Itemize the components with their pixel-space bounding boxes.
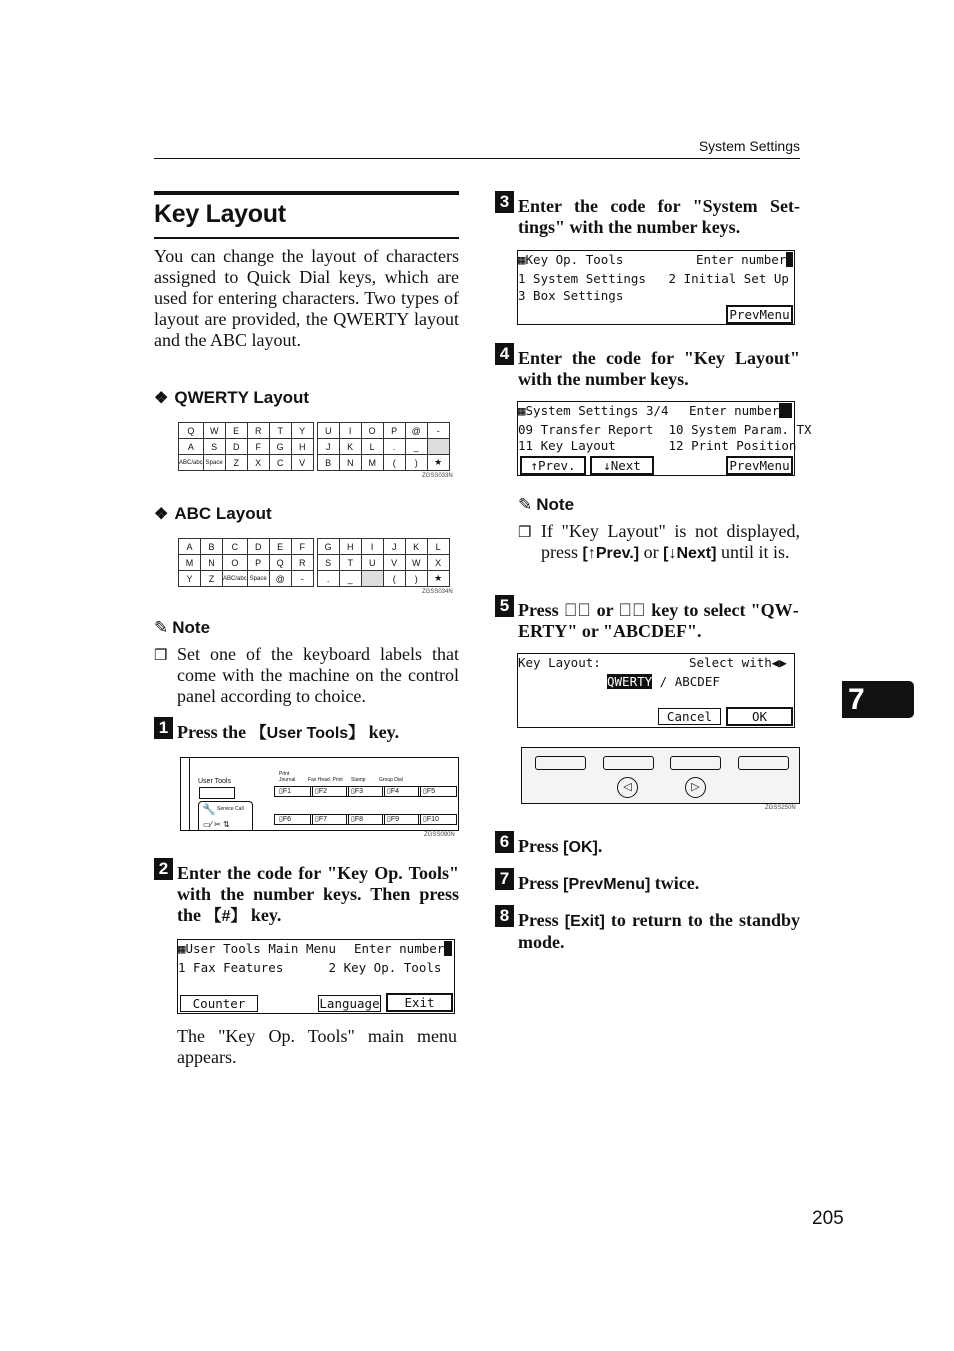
lcd-display-main-menu xyxy=(177,939,455,1014)
right-arrow-icon: ▶ xyxy=(779,655,787,670)
keyboard-key: ★ xyxy=(427,455,449,471)
step-number: 2 xyxy=(154,858,173,880)
user-tools-label: User Tools xyxy=(198,778,231,785)
keyboard-key: X xyxy=(427,555,449,571)
keyboard-key: M xyxy=(361,455,383,471)
lcd-title: User Tools Main Menu xyxy=(185,941,337,956)
lcd-title: System Settings 3/4 xyxy=(525,403,669,418)
keyboard-key: ) xyxy=(405,455,427,471)
language-button[interactable]: Language xyxy=(319,996,380,1011)
keyboard-key: @ xyxy=(405,423,427,439)
keyboard-key: U xyxy=(361,555,383,571)
step-text-part: or xyxy=(591,600,619,620)
keyboard-key: V xyxy=(291,455,313,471)
keyboard-key: K xyxy=(405,539,427,555)
lcd-cursor xyxy=(444,941,452,956)
step-text-part: Press xyxy=(518,910,565,930)
lcd-line: 1 System Settings 2 Initial Set Up xyxy=(518,271,789,286)
step-text-part: key. xyxy=(246,905,282,925)
user-tools-key[interactable] xyxy=(199,787,235,799)
lcd-prompt-text: Select with xyxy=(689,655,772,670)
title-bar xyxy=(154,191,459,195)
function-key[interactable] xyxy=(670,756,721,770)
note-heading xyxy=(518,495,574,515)
function-key-f8[interactable]: ▯F8 xyxy=(346,814,385,825)
keyboard-row xyxy=(179,439,450,455)
keyboard-key: E xyxy=(225,423,247,439)
step-number: 7 xyxy=(495,868,514,890)
step-text-part: Press xyxy=(518,836,564,856)
figure-id: ZGSS033N xyxy=(422,473,453,479)
prev-key-label: [↑Prev.] xyxy=(582,545,640,562)
keyboard-key: P xyxy=(383,423,405,439)
qwerty-keyboard-table xyxy=(178,422,450,471)
right-arrow-key-icon[interactable]: ▷ xyxy=(685,777,706,798)
function-key-f7[interactable]: ▯F7 xyxy=(310,814,349,825)
figure-id: ZGSS090N xyxy=(424,832,455,838)
lcd-display-key-op-tools xyxy=(517,250,795,325)
lcd-line xyxy=(518,252,623,267)
lcd-prompt xyxy=(689,655,787,670)
note-text-part: If "Key Layout" is not displayed, press xyxy=(541,521,800,562)
keyboard-key: V xyxy=(383,555,405,571)
step-2-result: The "Key Op. Tools" main menu appears. xyxy=(177,1026,457,1067)
prev-menu-button[interactable]: PrevMenu xyxy=(726,305,793,324)
note-label: Note xyxy=(536,495,575,514)
keyboard-key: F xyxy=(291,539,313,555)
keyboard-key: ( xyxy=(383,571,405,587)
keyboard-key: I xyxy=(339,423,361,439)
hash-key-label: 【#】 xyxy=(205,908,247,925)
lcd-line xyxy=(518,403,669,418)
keyboard-row xyxy=(179,455,450,471)
note-label: Note xyxy=(172,618,211,637)
user-tools-key-label: 【User Tools】 xyxy=(250,725,365,742)
keyboard-key: O xyxy=(223,555,248,571)
keyboard-key: B xyxy=(317,455,339,471)
step-number: 5 xyxy=(495,595,514,617)
cancel-button[interactable]: Cancel xyxy=(658,708,721,725)
keyboard-key: U xyxy=(317,423,339,439)
function-key[interactable] xyxy=(738,756,789,770)
function-key-f6[interactable]: ▯F6 xyxy=(274,814,313,825)
keyboard-key: O xyxy=(361,423,383,439)
keyboard-key: M xyxy=(179,555,201,571)
pencil-icon: ✎ xyxy=(154,618,169,637)
keyboard-key: G xyxy=(317,539,339,555)
lcd-options xyxy=(607,674,720,689)
lcd-display-system-settings xyxy=(517,401,812,476)
step-5-text xyxy=(518,600,800,642)
step-text-part: key. xyxy=(364,722,400,742)
checkbox-icon: ❒ xyxy=(518,525,532,541)
abcdef-option[interactable]: ABCDEF xyxy=(674,674,720,689)
group-dial-label: Group Dial xyxy=(379,777,403,783)
keyboard-key: . xyxy=(317,571,339,587)
keyboard-key: E xyxy=(269,539,291,555)
step-text-part: Enter the code for "Key Op. Tools" with the number keys. Then press the xyxy=(177,863,459,925)
qwerty-heading xyxy=(154,388,309,408)
lcd-prompt: Enter number xyxy=(689,403,780,418)
keyboard-key: X xyxy=(247,455,269,471)
next-button[interactable]: ↓Next xyxy=(590,456,654,475)
note-text: Set one of the keyboard labels that come with the machine on the control panel according to choice. xyxy=(177,644,459,706)
counter-button[interactable]: Counter xyxy=(180,995,258,1012)
function-key[interactable] xyxy=(603,756,654,770)
step-number: 1 xyxy=(154,717,173,739)
abc-heading xyxy=(154,504,272,524)
keyboard-key: Q xyxy=(179,423,204,439)
status-icons: ▭⁄ ✂ ⇅ xyxy=(203,820,230,829)
left-arrow-key-icon: ◁⃝ xyxy=(563,600,592,620)
keyboard-key: C xyxy=(269,455,291,471)
step-text-part: Press the xyxy=(177,722,251,742)
step-text-part: Press xyxy=(518,600,564,620)
keyboard-key: S xyxy=(317,555,339,571)
keyboard-key: S xyxy=(203,439,225,455)
keyboard-key: D xyxy=(247,539,269,555)
ok-button[interactable]: OK xyxy=(726,707,793,726)
panel-edge xyxy=(186,758,190,830)
keyboard-key: H xyxy=(291,439,313,455)
keyboard-row xyxy=(179,423,450,439)
prev-menu-button[interactable]: PrevMenu xyxy=(726,456,793,475)
menu-icon: ▦ xyxy=(178,941,186,956)
keyboard-key: B xyxy=(201,539,223,555)
running-header: System Settings xyxy=(698,138,800,154)
stamp-label: Stamp xyxy=(351,777,366,783)
lcd-line: 11 Key Layout 12 Print Position xyxy=(518,438,797,453)
pencil-icon: ✎ xyxy=(518,495,533,514)
keyboard-key: J xyxy=(383,539,405,555)
step-number: 6 xyxy=(495,831,514,853)
keyboard-key: H xyxy=(339,539,361,555)
step-text-part: Press xyxy=(518,873,564,893)
lcd-title: Key Op. Tools xyxy=(525,252,624,267)
keyboard-key: A xyxy=(179,439,204,455)
step-1-text xyxy=(177,722,459,744)
function-key-f2[interactable]: ▯F2 xyxy=(310,786,349,797)
lcd-line: 3 Box Settings xyxy=(518,288,624,303)
keyboard-key: L xyxy=(427,539,449,555)
keyboard-key: C xyxy=(223,539,248,555)
function-key-f10[interactable]: ▯F10 xyxy=(418,814,457,825)
lcd-line xyxy=(178,941,336,956)
keyboard-key: Y xyxy=(291,423,313,439)
function-key-f9[interactable]: ▯F9 xyxy=(382,814,421,825)
menu-icon: ▦ xyxy=(518,252,526,267)
checkbox-icon: ❒ xyxy=(154,648,168,664)
print-journal-label: Print Journal xyxy=(279,771,296,783)
page-title: Key Layout xyxy=(154,200,286,228)
keyboard-key xyxy=(361,571,383,587)
selection-keys-figure xyxy=(521,747,800,804)
step-6-text xyxy=(518,836,800,858)
step-7-text xyxy=(518,873,800,895)
keyboard-row xyxy=(179,571,450,587)
step-number: 3 xyxy=(495,191,514,213)
keyboard-key: _ xyxy=(339,571,361,587)
step-text-part: key to select "QWERTY" or "ABCDEF". xyxy=(518,600,799,641)
keyboard-key: ) xyxy=(405,571,427,587)
keyboard-key: N xyxy=(339,455,361,471)
keyboard-key: W xyxy=(405,555,427,571)
keyboard-key: Z xyxy=(201,571,223,587)
step-text-part: . xyxy=(597,836,603,856)
keyboard-key: N xyxy=(201,555,223,571)
qwerty-option[interactable]: QWERTY xyxy=(607,674,653,689)
keyboard-key: A xyxy=(179,539,201,555)
ok-key-label: [OK] xyxy=(563,839,598,856)
keyboard-key: Space xyxy=(247,571,269,587)
step-4-text: Enter the code for "Key Layout" with the number keys. xyxy=(518,348,800,389)
keyboard-key: . xyxy=(383,439,405,455)
exit-button[interactable]: Exit xyxy=(386,993,453,1012)
keyboard-key: P xyxy=(247,555,269,571)
keyboard-key: ★ xyxy=(427,571,449,587)
option-separator: / xyxy=(652,674,675,689)
keyboard-key xyxy=(427,439,449,455)
prev-menu-key-label: [PrevMenu] xyxy=(563,876,651,893)
keyboard-key: F xyxy=(247,439,269,455)
keyboard-key: R xyxy=(247,423,269,439)
note-text xyxy=(541,521,800,564)
lcd-display-key-layout xyxy=(517,653,795,728)
step-3-text: Enter the code for "System Settings" with the number keys. xyxy=(518,196,800,237)
wrench-icon: 🔧 xyxy=(202,804,216,816)
keyboard-key: W xyxy=(203,423,225,439)
keyboard-key: @ xyxy=(269,571,291,587)
keyboard-key: Y xyxy=(179,571,201,587)
chapter-tab: 7 xyxy=(842,681,914,718)
left-arrow-icon: ◀ xyxy=(771,655,780,670)
keyboard-key: - xyxy=(291,571,313,587)
left-arrow-key-icon[interactable]: ◁ xyxy=(617,777,638,798)
keyboard-key: ( xyxy=(383,455,405,471)
keyboard-key: ABC/abc xyxy=(223,571,248,587)
title-rule xyxy=(154,237,459,239)
function-key-f4[interactable]: ▯F4 xyxy=(382,786,421,797)
step-number: 8 xyxy=(495,905,514,927)
function-key-f3[interactable]: ▯F3 xyxy=(346,786,385,797)
keyboard-key: Q xyxy=(269,555,291,571)
keyboard-key: Space xyxy=(203,455,225,471)
figure-id: ZGSS250N xyxy=(765,805,796,811)
right-arrow-key-icon: ▷⃝ xyxy=(618,600,647,620)
lcd-line: 09 Transfer Report 10 System Param. TX xyxy=(518,422,812,437)
menu-icon: ▦ xyxy=(518,403,526,418)
diamond-icon: ❖ xyxy=(154,390,169,407)
prev-button[interactable]: ↑Prev. xyxy=(520,456,586,475)
lcd-prompt: Enter number xyxy=(696,252,787,267)
diamond-icon: ❖ xyxy=(154,506,169,523)
intro-paragraph: You can change the layout of characters assigned to Quick Dial keys, which are used for entering characters. Two types of layout are provided, the QWERTY layout and the ABC layout. xyxy=(154,246,459,350)
keyboard-key: Z xyxy=(225,455,247,471)
note-text-part: until it is. xyxy=(716,542,790,562)
figure-id: ZGSS034N xyxy=(422,589,453,595)
function-key-f1[interactable]: ▯F1 xyxy=(274,786,313,797)
exit-key-label: [Exit] xyxy=(564,913,605,930)
step-text-part: to return to the standby mode. xyxy=(518,910,800,952)
step-text-part: twice. xyxy=(650,873,700,893)
function-key[interactable] xyxy=(535,756,586,770)
keyboard-row xyxy=(179,555,450,571)
keyboard-key: I xyxy=(361,539,383,555)
abc-heading-text: ABC Layout xyxy=(174,504,272,523)
note-text-part: or xyxy=(639,542,664,562)
keyboard-key: T xyxy=(269,423,291,439)
lcd-cursor xyxy=(779,403,792,418)
keyboard-key: L xyxy=(361,439,383,455)
step-8-text xyxy=(518,910,800,953)
keyboard-key: T xyxy=(339,555,361,571)
header-rule xyxy=(154,158,800,159)
lcd-title: Key Layout: xyxy=(518,655,601,670)
lcd-line: 1 Fax Features 2 Key Op. Tools xyxy=(178,960,442,975)
keyboard-key: ABC/abc xyxy=(179,455,204,471)
keyboard-key: J xyxy=(317,439,339,455)
step-number: 4 xyxy=(495,343,514,365)
lcd-prompt: Enter number xyxy=(354,941,445,956)
qwerty-heading-text: QWERTY Layout xyxy=(174,388,310,407)
keyboard-key: R xyxy=(291,555,313,571)
keyboard-row xyxy=(179,539,450,555)
service-call-label: Service Call xyxy=(217,806,244,812)
control-panel-figure xyxy=(180,757,459,831)
keyboard-key: _ xyxy=(405,439,427,455)
step-2-text xyxy=(177,863,459,927)
keyboard-key: D xyxy=(225,439,247,455)
abc-keyboard-table xyxy=(178,538,450,587)
note-heading xyxy=(154,618,210,638)
keyboard-key: G xyxy=(269,439,291,455)
fax-head-print-label: Fax Head. Print xyxy=(308,777,343,783)
lcd-cursor xyxy=(786,252,793,267)
keyboard-key: K xyxy=(339,439,361,455)
function-key-f5[interactable]: ▯F5 xyxy=(418,786,457,797)
note-item xyxy=(518,521,539,544)
page-number: 205 xyxy=(812,1208,844,1229)
next-key-label: [↓Next] xyxy=(663,545,717,562)
keyboard-key: - xyxy=(427,423,449,439)
